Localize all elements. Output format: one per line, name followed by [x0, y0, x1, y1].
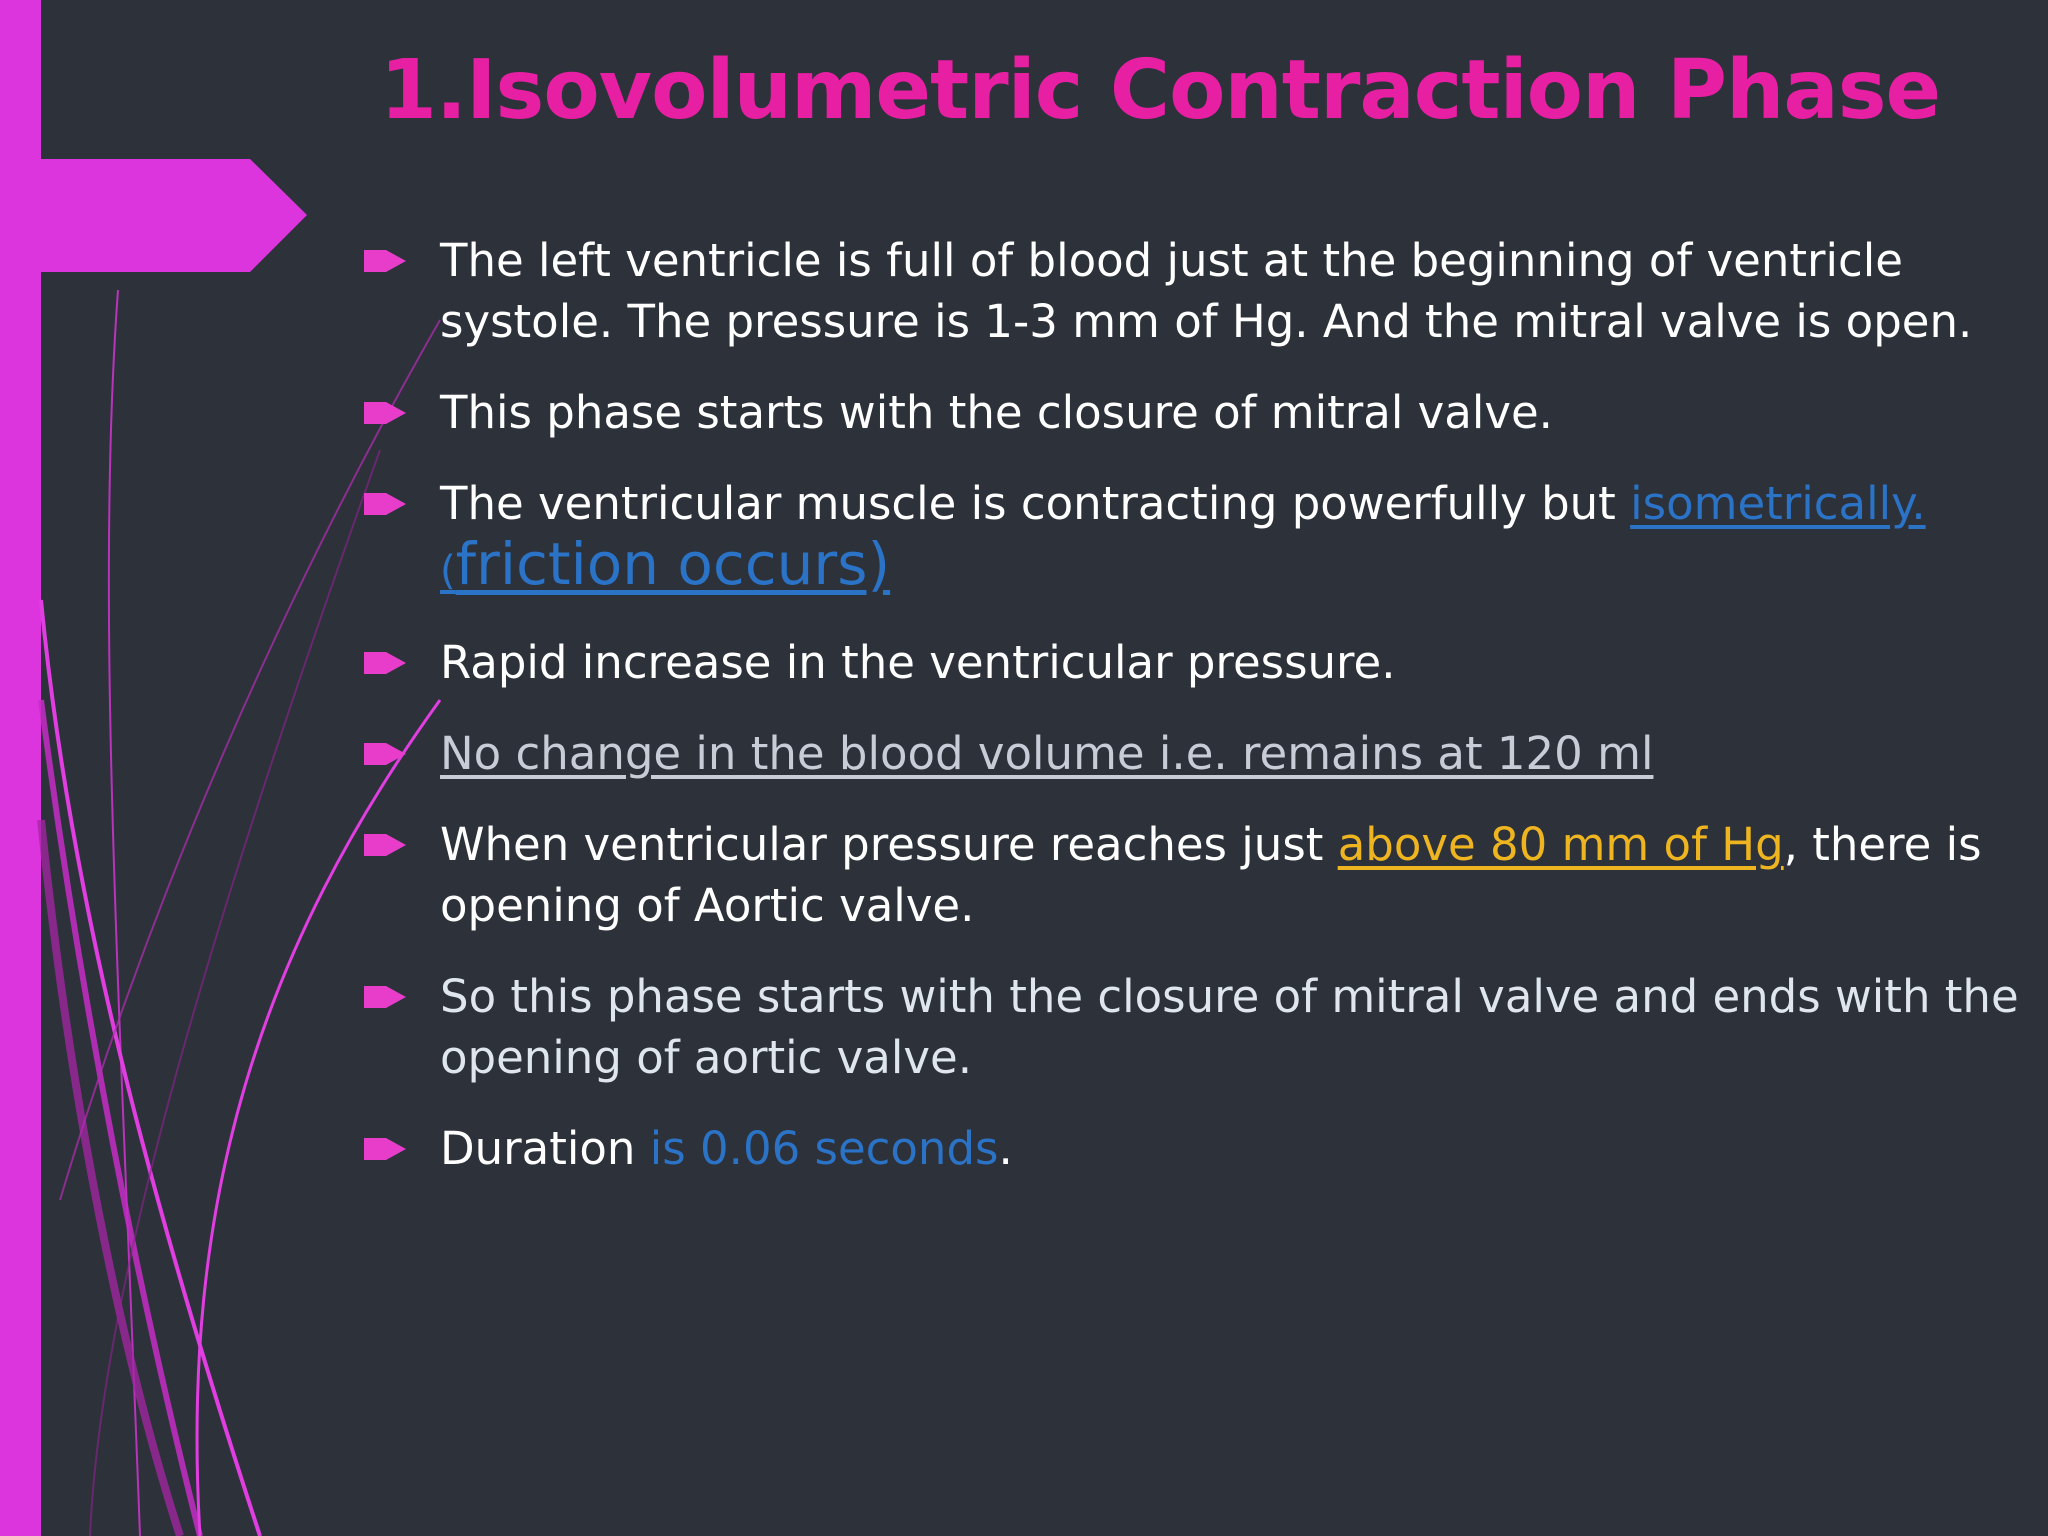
- bullet-text: This phase starts with the closure of mitral valve.: [440, 386, 1553, 439]
- bullet-item: [360, 473, 2020, 602]
- bullet-item: [360, 230, 2020, 352]
- bullet-text: The ventricular muscle is contracting powerfully but: [440, 477, 1631, 530]
- bullet-text: , there is opening of Aortic valve.: [440, 818, 1982, 932]
- decorative-curve: [41, 820, 180, 1536]
- bullet-list: [360, 230, 2020, 1209]
- paren-open[interactable]: (: [440, 548, 456, 594]
- friction-occurs-link[interactable]: friction occurs): [455, 530, 891, 598]
- arrow-bullet-icon: [364, 652, 406, 674]
- blood-volume-link[interactable]: No change in the blood volume i.e. remains at 120 ml: [440, 727, 1654, 780]
- arrow-bullet-icon: [364, 834, 406, 856]
- isometrically-link[interactable]: isometrically.: [1630, 477, 1926, 530]
- decorative-curve: [41, 700, 200, 1536]
- slide-title: 1.Isovolumetric Contraction Phase: [379, 43, 1941, 138]
- bullet-text: The left ventricle is full of blood just at the beginning of ventricle systole. The pressure is 1-3 mm of Hg. And the mitral valve is open.: [440, 234, 1973, 348]
- bullet-item: [360, 632, 2020, 693]
- bullet-item: [360, 814, 2020, 936]
- bullet-text: Rapid increase in the ventricular pressure.: [440, 636, 1396, 689]
- bullet-text: When ventricular pressure reaches just: [440, 818, 1338, 871]
- bullet-text: Duration: [440, 1122, 650, 1175]
- pressure-threshold-link[interactable]: above 80 mm of Hg: [1337, 818, 1784, 871]
- arrow-bullet-icon: [364, 493, 406, 515]
- bullet-item: [360, 382, 2020, 443]
- bullet-item: [360, 723, 2020, 784]
- arrow-bullet-icon: [364, 986, 406, 1008]
- bullet-item: [360, 966, 2020, 1088]
- duration-value: is 0.06 seconds: [649, 1122, 999, 1175]
- arrow-bullet-icon: [364, 402, 406, 424]
- arrow-bullet-icon: [364, 743, 406, 765]
- bullet-item: [360, 1118, 2020, 1179]
- arrow-bullet-icon: [364, 250, 406, 272]
- arrow-bullet-icon: [364, 1138, 406, 1160]
- bullet-text: .: [998, 1122, 1013, 1175]
- bullet-text: So this phase starts with the closure of mitral valve and ends with the opening of aortic valve.: [440, 970, 2019, 1084]
